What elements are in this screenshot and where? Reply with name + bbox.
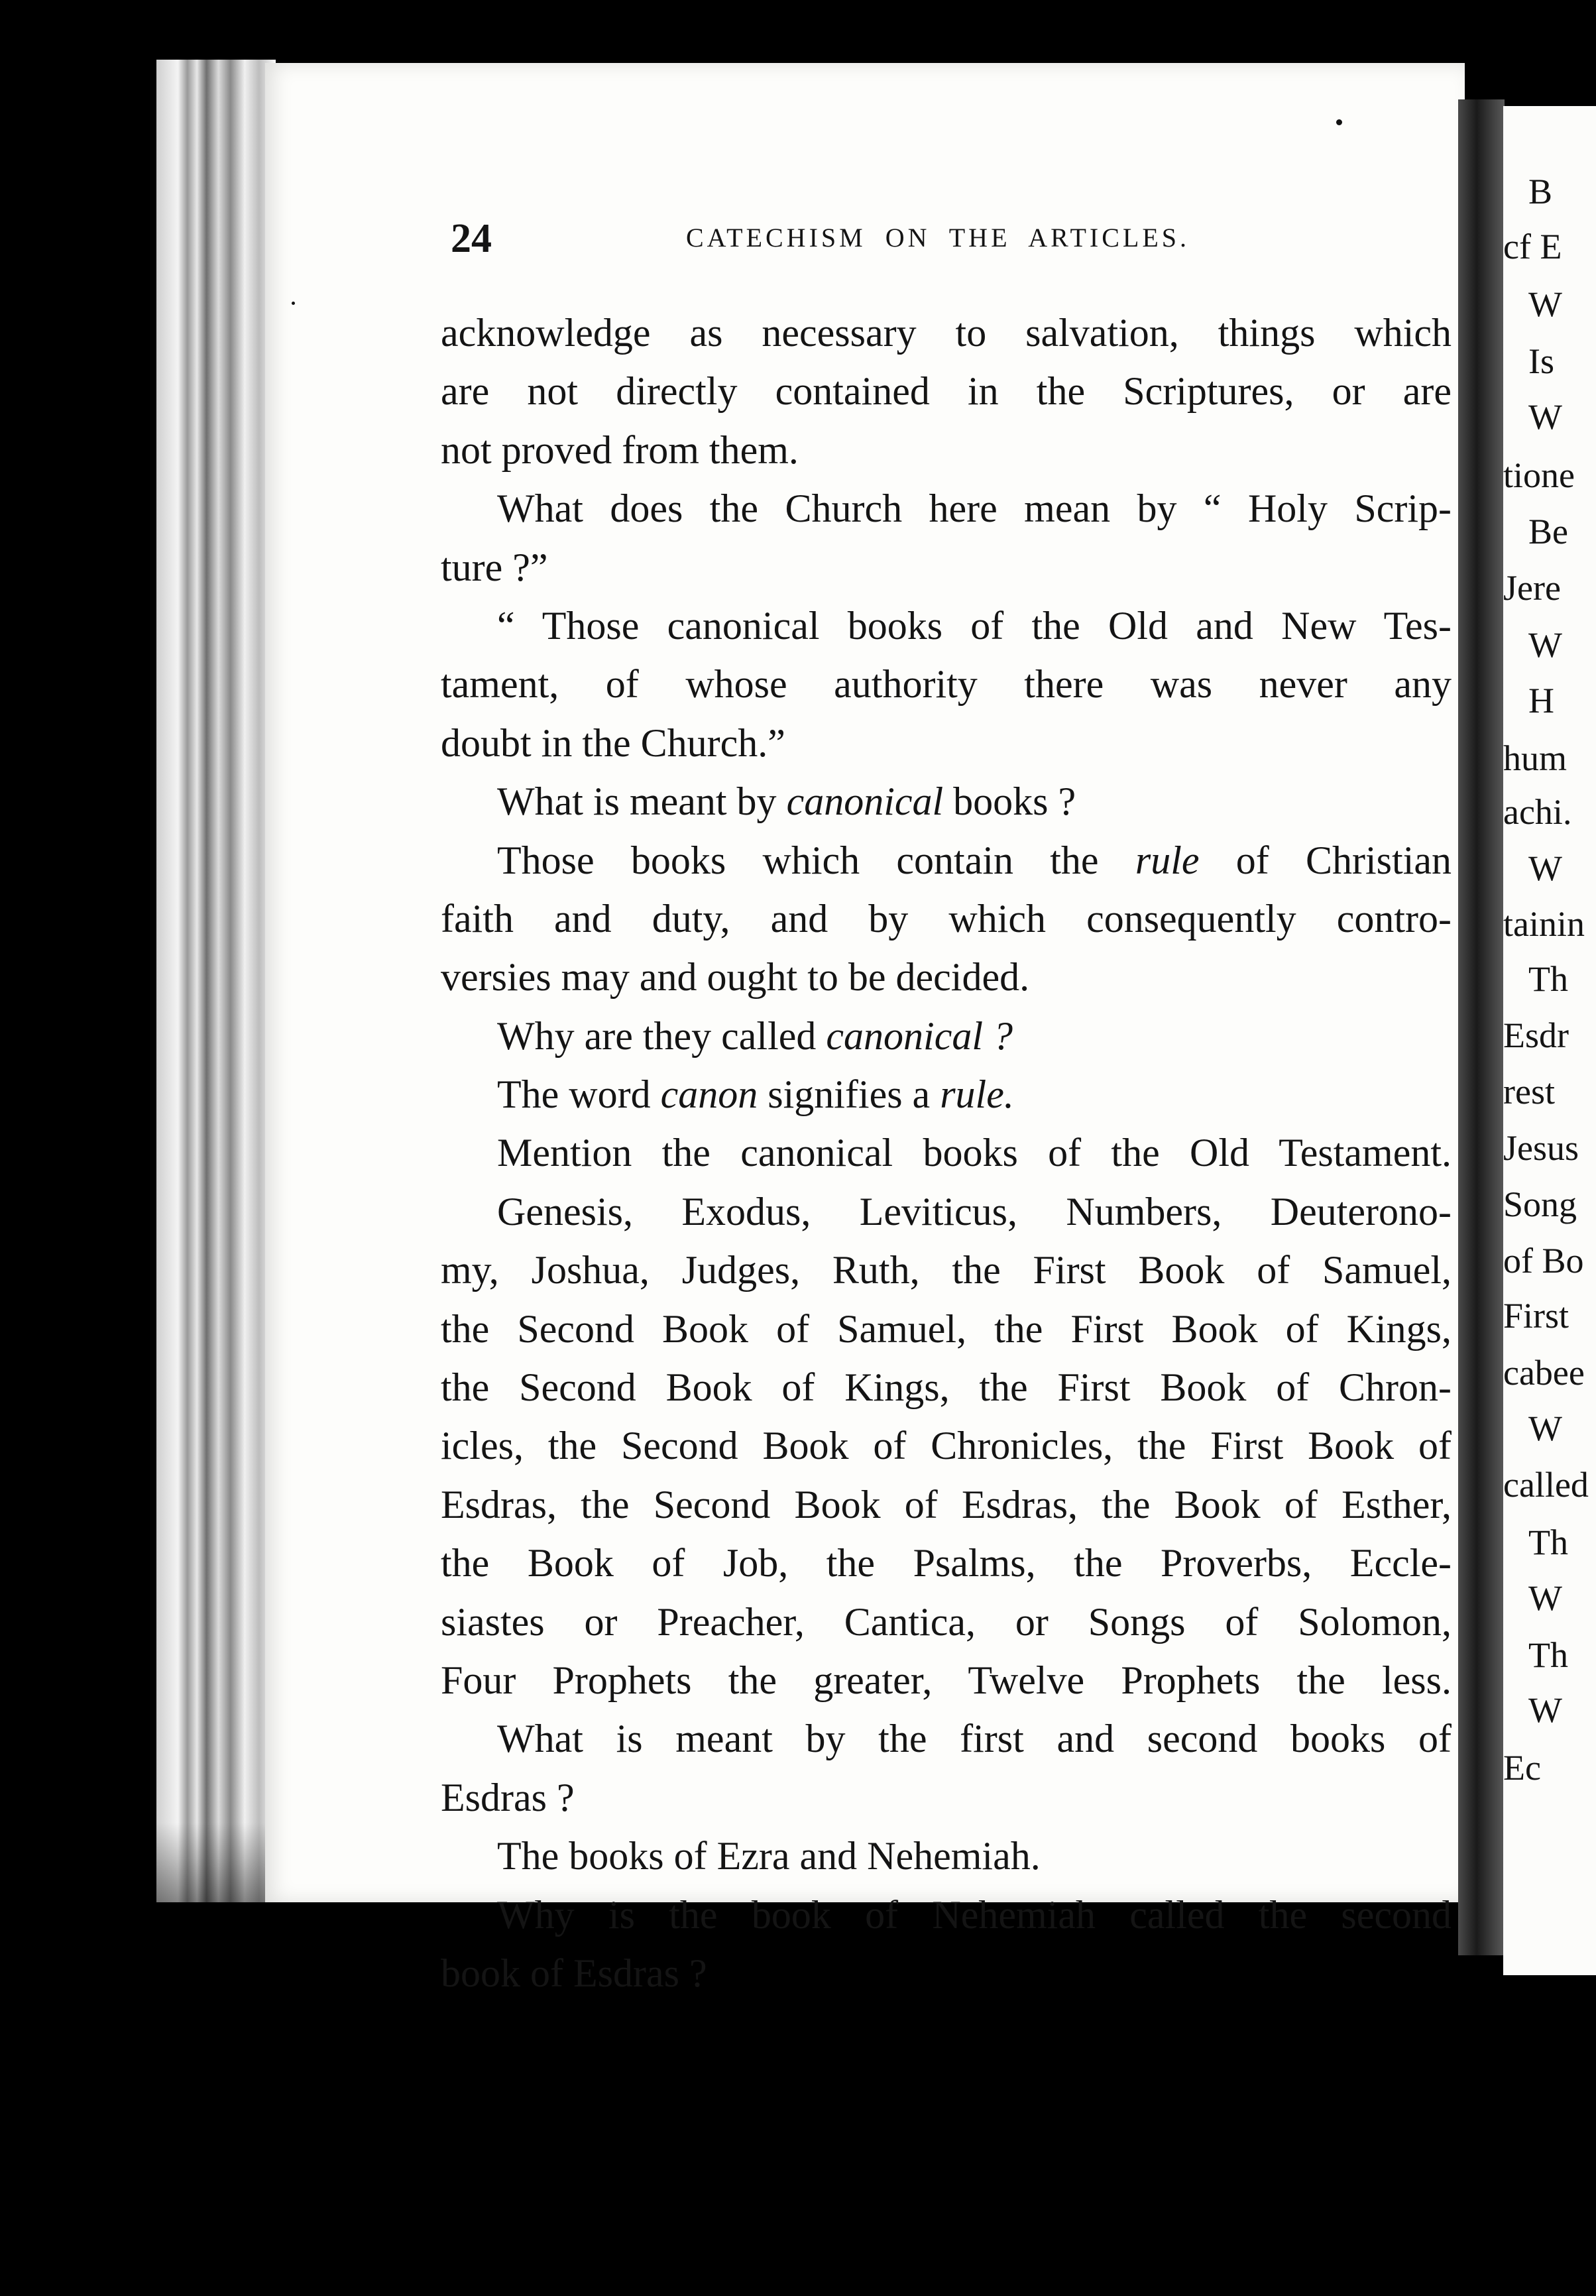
right-page-text-fragment: tione <box>1503 455 1575 495</box>
text-line: ture ?” <box>441 545 548 589</box>
text-line: Esdras ? <box>441 1775 575 1819</box>
right-page-text-fragment: Th <box>1528 1522 1568 1562</box>
right-page-text-fragment: cf E <box>1503 227 1562 266</box>
right-page-text-fragment: W <box>1528 1690 1562 1730</box>
right-page-text-fragment: Jere <box>1503 568 1561 608</box>
right-page-text-fragment: Esdr <box>1503 1015 1569 1055</box>
right-page-text-fragment: rest <box>1503 1072 1555 1112</box>
book-page-edges <box>156 60 276 1902</box>
book-page-right-fragment <box>1503 106 1596 1975</box>
text-line: acknowledge as necessary to salvation, things which <box>441 311 1452 355</box>
text-line: tament, of whose authority there was never any <box>441 662 1452 707</box>
right-page-text-fragment: Th <box>1528 1635 1568 1675</box>
text-line: versies may and ought to be decided. <box>441 955 1030 1000</box>
text-line: Those books which contain the rule of Christian <box>497 838 1452 882</box>
right-page-text-fragment: W <box>1528 625 1562 665</box>
text-line: are not directly contained in the Scriptures, or are <box>441 369 1452 414</box>
right-page-text-fragment: achi. <box>1503 792 1572 832</box>
text-line: not proved from them. <box>441 428 799 472</box>
right-page-text-fragment: W <box>1528 848 1562 888</box>
right-page-text-fragment: of Bo <box>1503 1241 1584 1281</box>
right-page-text-fragment: First <box>1503 1296 1569 1336</box>
text-line: my, Joshua, Judges, Ruth, the First Book of Samuel, <box>441 1248 1452 1292</box>
text-line: book of Esdras ? <box>441 1951 707 1995</box>
text-line: siastes or Preacher, Cantica, or Songs of Solomon, <box>441 1599 1452 1644</box>
right-page-text-fragment: W <box>1528 397 1562 437</box>
text-line: Genesis, Exodus, Leviticus, Numbers, Deuterono- <box>497 1189 1452 1234</box>
right-page-text-fragment: Song <box>1503 1184 1577 1224</box>
book-gutter <box>1458 99 1505 1955</box>
text-line: Why is the book of Nehemiah called the second <box>497 1892 1452 1937</box>
text-line: What does the Church here mean by “ Holy Scrip- <box>497 487 1452 531</box>
text-line: Why are they called canonical ? <box>497 1013 1013 1058</box>
text-line: the Second Book of Samuel, the First Book of Kings, <box>441 1306 1452 1351</box>
text-line: the Second Book of Kings, the First Book of Chron- <box>441 1365 1452 1410</box>
running-head: CATECHISM ON THE ARTICLES. <box>686 223 1190 253</box>
text-line: faith and duty, and by which consequently contro- <box>441 896 1452 941</box>
right-page-text-fragment: H <box>1528 681 1554 720</box>
speck-mark <box>292 302 295 305</box>
right-page-text-fragment: Jesus <box>1503 1128 1579 1168</box>
right-page-text-fragment: tainin <box>1503 904 1585 944</box>
right-page-text-fragment: B <box>1528 172 1553 211</box>
text-line: The books of Ezra and Nehemiah. <box>497 1834 1041 1878</box>
page-number: 24 <box>451 216 492 261</box>
text-line: What is meant by canonical books ? <box>497 779 1076 824</box>
speck-mark <box>1336 119 1342 125</box>
page-body-text <box>441 304 1452 2002</box>
text-line: the Book of Job, the Psalms, the Proverbs, Eccle- <box>441 1541 1452 1585</box>
right-page-text-fragment: called <box>1503 1465 1589 1505</box>
right-page-text-fragment: W <box>1528 1408 1562 1448</box>
right-page-text-fragment: Ec <box>1503 1748 1541 1788</box>
text-line: Mention the canonical books of the Old Testament. <box>497 1131 1452 1175</box>
right-page-text-fragment: W <box>1528 1578 1562 1618</box>
right-page-text-fragment: cabee <box>1503 1353 1585 1393</box>
right-page-text-fragment: Is <box>1528 341 1554 381</box>
right-page-text-fragment: Be <box>1528 512 1568 551</box>
text-line: doubt in the Church.” <box>441 720 785 765</box>
text-line: Four Prophets the greater, Twelve Prophets the less. <box>441 1658 1452 1702</box>
text-line: What is meant by the first and second books of <box>497 1717 1452 1761</box>
text-line: The word canon signifies a rule. <box>497 1072 1014 1117</box>
text-line: Esdras, the Second Book of Esdras, the Book of Esther, <box>441 1482 1452 1526</box>
right-page-text-fragment: W <box>1528 284 1562 324</box>
right-page-text-fragment: Th <box>1528 959 1568 999</box>
right-page-text-fragment: hum <box>1503 738 1568 778</box>
text-line: icles, the Second Book of Chronicles, the First Book of <box>441 1424 1452 1468</box>
text-line: “ Those canonical books of the Old and New Tes- <box>497 603 1452 648</box>
